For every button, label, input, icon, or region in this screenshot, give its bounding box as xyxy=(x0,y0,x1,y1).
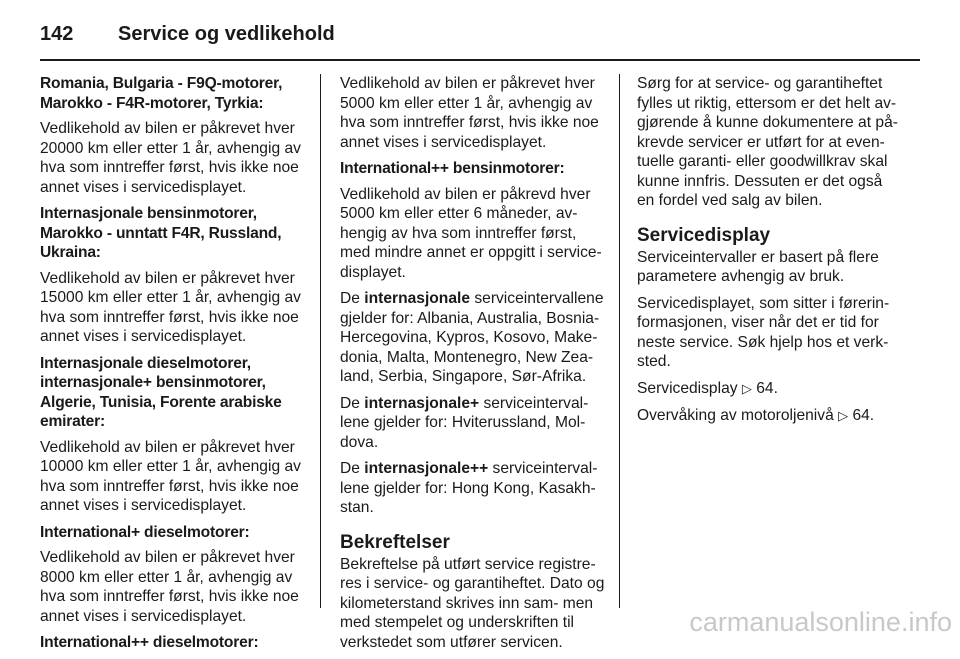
paragraph-text: De xyxy=(340,290,365,307)
emphasis: internasjonale xyxy=(364,290,471,307)
paragraph-text: De xyxy=(340,460,365,477)
header-rule xyxy=(40,59,920,61)
subheading: Internasjonale bensinmotorer, Marokko - unntatt F4R, Russland, Ukraina: xyxy=(40,205,282,261)
paragraph: Vedlikehold av bilen er påkrevet hver 20000 km eller etter 1 år, avhengig av hva som inntreffer først, hvis ikke noe annet vises i servicedisplayet. xyxy=(40,120,301,196)
paragraph: Sørg for at service- og garantiheftet fylles ut riktig, ettersom er det helt av- gjørende å kunne dokumentere at på- krevde servicer er utført for at even- tuelle garanti- eller goodwillkrav skal kunne innfris. Dessuten er det også en fordel ved salg av bilen. xyxy=(637,75,898,209)
paragraph xyxy=(340,394,606,453)
paragraph-text: serviceinterval- lene gjelder for: Hviterussland, Mol- dova. xyxy=(340,394,589,451)
emphasis: internasjonale+ xyxy=(364,394,480,412)
emphasis: internasjonale++ xyxy=(364,460,489,477)
paragraph: Vedlikehold av bilen er påkrevd hver 5000 km eller etter 6 måneder, av- hengig av hva som inntreffer først, med mindre annet er oppgitt i service- displayet. xyxy=(340,185,602,281)
paragraph: Servicedisplayet, som sitter i førerin- formasjonen, viser når det er tid for neste service. Søk hjelp hos et verk- sted. xyxy=(637,294,890,370)
reference-page: 64. xyxy=(756,379,778,397)
page-title: Service og vedlikehold xyxy=(118,22,335,45)
reference-page: 64. xyxy=(852,407,875,424)
paragraph-text: serviceinterval- lene gjelder for: Hong Kong, Kasakh- stan. xyxy=(340,460,598,516)
subheading: International+ dieselmotorer: xyxy=(40,523,250,541)
paragraph: Vedlikehold av bilen er påkrevet hver 5000 km eller etter 1 år, avhengig av hva som inntreffer først, hvis ikke noe annet vises i servicedisplayet. xyxy=(340,75,599,151)
paragraph: Serviceintervaller er basert på flere parametere avhengig av bruk. xyxy=(637,248,879,285)
paragraph: Vedlikehold av bilen er påkrevet hver 8000 km eller etter 1 år, avhengig av hva som inntreffer først, hvis ikke noe annet vises i servicedisplayet. xyxy=(40,549,299,625)
subheading: Romania, Bulgaria - F9Q-motorer, Marokko - F4R-motorer, Tyrkia: xyxy=(40,75,283,112)
column-divider-1 xyxy=(320,74,321,608)
cross-reference xyxy=(637,406,903,427)
subheading: International++ bensinmotorer: xyxy=(340,160,565,177)
column-1 xyxy=(40,74,306,659)
page-number: 142 xyxy=(40,22,74,45)
paragraph xyxy=(340,459,606,518)
column-divider-2 xyxy=(619,74,620,608)
reference-label: Overvåking av motoroljenivå xyxy=(637,407,834,424)
section-heading: Bekreftelser xyxy=(340,531,450,553)
paragraph: Bekreftelse på utført service registre- res i service- og garantiheftet. Dato og kilometerstand skrives inn sam- men med stempelet og underskriften til verkstedet som utfører servicen. xyxy=(340,555,605,651)
paragraph-text: serviceintervallene gjelder for: Albania, Australia, Bosnia- Hercegovina, Kypros, Kosovo, Make- donia, Malta, Montenegro, New Zea- land, Serbia, Singapore, Sør-Afrika. xyxy=(340,290,604,385)
paragraph: Vedlikehold av bilen er påkrevet hver 15000 km eller etter 1 år, avhengig av hva som inntreffer først, hvis ikke noe annet vises i servicedisplayet. xyxy=(40,269,301,345)
paragraph xyxy=(340,289,606,387)
watermark[interactable]: carmanualsonline.info xyxy=(689,607,952,637)
cross-reference xyxy=(637,379,903,400)
paragraph-text: De xyxy=(340,394,365,412)
subheading: Internasjonale dieselmotorer, internasjonale+ bensinmotorer, Algerie, Tunisia, Forente arabiske emirater: xyxy=(40,354,282,430)
paragraph: Vedlikehold av bilen er påkrevet hver 10000 km eller etter 1 år, avhengig av hva som inntreffer først, hvis ikke noe annet vises i servicedisplayet. xyxy=(40,438,301,514)
reference-arrow-icon: ▷ xyxy=(741,381,752,397)
section-heading: Servicedisplay xyxy=(637,224,771,246)
reference-arrow-icon: ▷ xyxy=(838,409,849,424)
page-header xyxy=(40,14,920,54)
subheading: International++ dieselmotorer: xyxy=(40,634,259,651)
column-2 xyxy=(340,74,606,659)
column-3 xyxy=(637,74,903,434)
reference-label: Servicedisplay xyxy=(637,379,738,397)
